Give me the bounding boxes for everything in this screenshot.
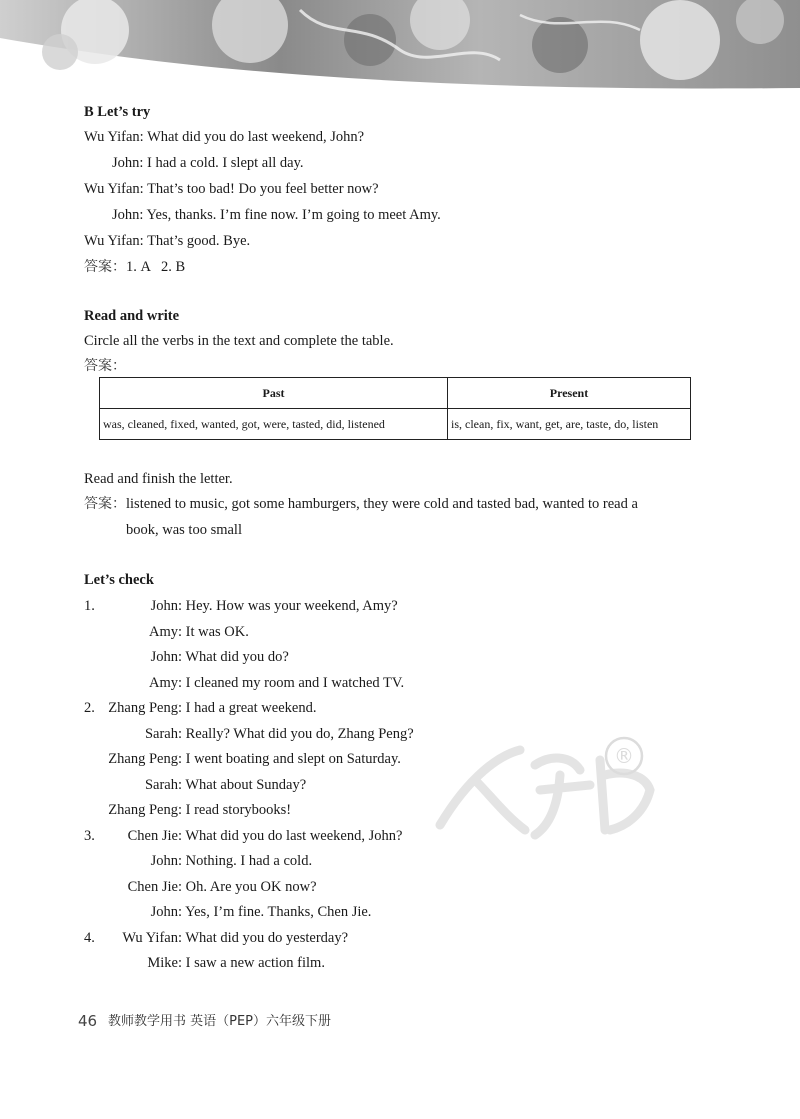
answer-label: 答案： bbox=[84, 259, 126, 275]
utterance: Nothing. I had a cold. bbox=[185, 853, 313, 869]
speaker: Wu Yifan: bbox=[122, 930, 182, 946]
dialogue-line bbox=[84, 903, 371, 921]
speaker: Chen Jie: bbox=[127, 828, 182, 844]
section-heading-read-and-write: Read and write bbox=[84, 308, 180, 324]
utterance: What about Sunday? bbox=[185, 777, 307, 793]
utterance: That’s too bad! Do you feel better now? bbox=[147, 181, 379, 197]
table-row bbox=[100, 409, 691, 440]
item-number: 4. bbox=[84, 930, 95, 946]
utterance: I cleaned my room and I watched TV. bbox=[185, 675, 405, 691]
table-cell-present-verbs: is, clean, fix, want, get, are, taste, do, listen bbox=[448, 409, 691, 440]
dialogue-line bbox=[84, 801, 291, 819]
table-header-past: Past bbox=[100, 378, 448, 409]
utterance: Yes, I’m fine. Thanks, Chen Jie. bbox=[185, 904, 372, 920]
utterance: I had a cold. I slept all day. bbox=[147, 155, 304, 171]
page-number: 46 bbox=[78, 1012, 98, 1030]
book-title: 教师教学用书 英语（PEP）六年级下册 bbox=[108, 1014, 332, 1029]
dialogue-line bbox=[84, 954, 325, 972]
dialogue-line bbox=[84, 597, 398, 615]
utterance: What did you do? bbox=[185, 649, 289, 665]
speaker: Amy: bbox=[148, 624, 182, 640]
dialogue-line bbox=[84, 852, 312, 870]
dialogue-line bbox=[84, 827, 402, 845]
answer-text-continued: book, was too small bbox=[126, 522, 242, 538]
dialogue-line bbox=[84, 776, 306, 794]
answer-text: 1. A 2. B bbox=[126, 259, 186, 275]
dialogue-line bbox=[84, 699, 316, 717]
utterance: What did you do last weekend, John? bbox=[185, 828, 403, 844]
verbs-table bbox=[99, 377, 691, 440]
utterance: I went boating and slept on Saturday. bbox=[185, 751, 401, 767]
registered-mark-text: ® bbox=[614, 744, 634, 768]
dialogue-line bbox=[84, 623, 249, 641]
section-heading-lets-check: Let’s check bbox=[84, 572, 154, 588]
instruction-text: Circle all the verbs in the text and complete the table. bbox=[84, 333, 394, 349]
speaker: John: bbox=[150, 904, 182, 920]
instruction-text: Read and finish the letter. bbox=[84, 471, 233, 487]
dialogue-line bbox=[84, 648, 289, 666]
speaker: Sarah: bbox=[144, 726, 182, 742]
utterance: I read storybooks! bbox=[185, 802, 292, 818]
item-number: 1. bbox=[84, 598, 95, 614]
dialogue-line bbox=[112, 154, 304, 172]
table-header-row bbox=[100, 378, 691, 409]
speaker: John: bbox=[112, 207, 144, 223]
dialogue-line bbox=[84, 750, 401, 768]
table-cell-past-verbs: was, cleaned, fixed, wanted, got, were, tasted, did, listened bbox=[100, 409, 448, 440]
utterance: Hey. How was your weekend, Amy? bbox=[185, 598, 398, 614]
speaker: John: bbox=[150, 598, 182, 614]
answer-text: listened to music, got some hamburgers, they were cold and tasted bad, wanted to read a bbox=[126, 496, 638, 512]
dialogue-line bbox=[84, 674, 404, 692]
speaker: Amy: bbox=[148, 675, 182, 691]
speaker: John: bbox=[150, 649, 182, 665]
dialogue-line bbox=[84, 725, 414, 743]
item-number: 3. bbox=[84, 828, 95, 844]
utterance: What did you do last weekend, John? bbox=[147, 129, 365, 145]
speaker: Zhang Peng: bbox=[108, 700, 182, 716]
utterance: That’s good. Bye. bbox=[147, 233, 251, 249]
speaker: Sarah: bbox=[144, 777, 182, 793]
utterance: Oh. Are you OK now? bbox=[185, 879, 317, 895]
table-header-present: Present bbox=[448, 378, 691, 409]
speaker: Zhang Peng: bbox=[108, 802, 182, 818]
utterance: Yes, thanks. I’m fine now. I’m going to meet Amy. bbox=[146, 207, 441, 223]
dialogue-line bbox=[84, 929, 348, 947]
section-heading-b-lets-try: B Let’s try bbox=[84, 104, 151, 120]
speaker: Chen Jie: bbox=[127, 879, 182, 895]
utterance: Really? What did you do, Zhang Peng? bbox=[185, 726, 414, 742]
speaker: Zhang Peng: bbox=[108, 751, 182, 767]
dialogue-line bbox=[112, 206, 441, 224]
speaker: Mike: bbox=[147, 955, 182, 971]
speaker: Wu Yifan: bbox=[84, 233, 144, 249]
speaker: Wu Yifan: bbox=[84, 181, 144, 197]
dialogue-line bbox=[84, 128, 364, 146]
speaker: Wu Yifan: bbox=[84, 129, 144, 145]
dialogue-line bbox=[84, 878, 317, 896]
answer-label: 答案： bbox=[84, 496, 126, 512]
utterance: I saw a new action film. bbox=[185, 955, 325, 971]
dialogue-line bbox=[84, 232, 250, 250]
item-number: 2. bbox=[84, 700, 95, 716]
utterance: It was OK. bbox=[185, 624, 249, 640]
speaker: John: bbox=[150, 853, 182, 869]
answer-line bbox=[84, 258, 185, 276]
dialogue-line bbox=[84, 180, 379, 198]
speaker: John: bbox=[112, 155, 144, 171]
answer-label: 答案： bbox=[84, 358, 126, 374]
utterance: I had a great weekend. bbox=[185, 700, 317, 716]
utterance: What did you do yesterday? bbox=[185, 930, 349, 946]
answer-line bbox=[84, 495, 638, 513]
